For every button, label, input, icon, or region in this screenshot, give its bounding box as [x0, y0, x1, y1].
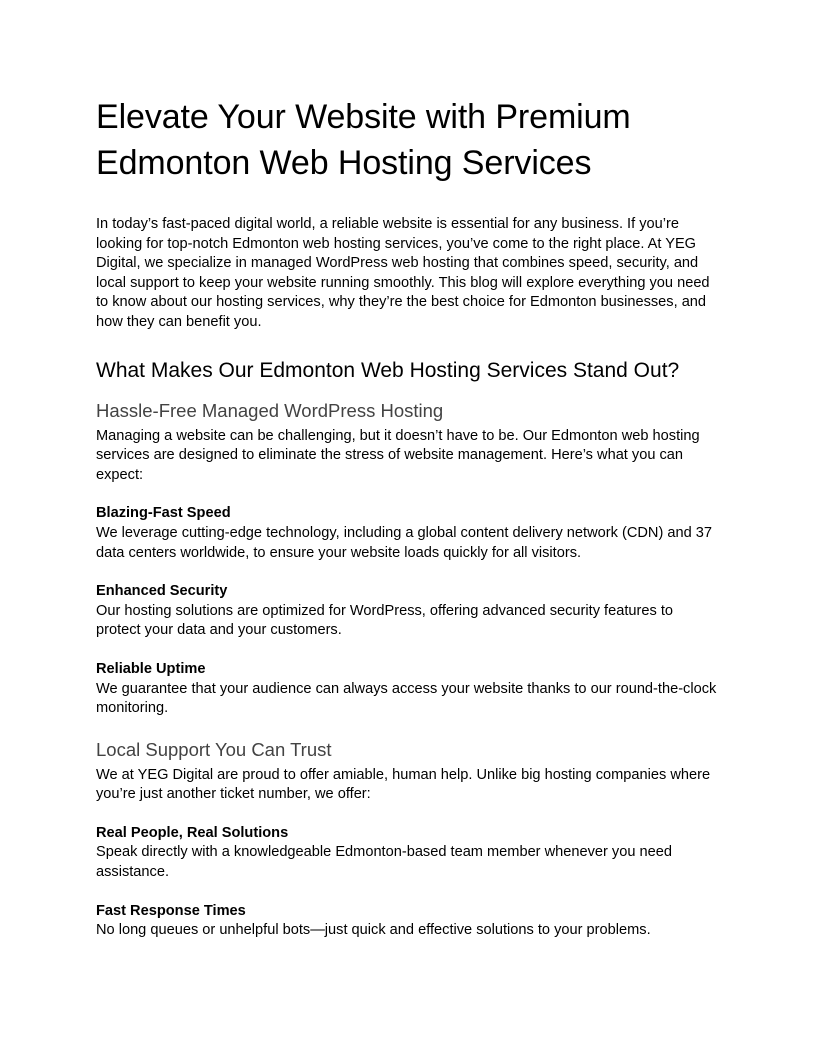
feature-real-people	[96, 824, 720, 883]
feature-text: No long queues or unhelpful bots—just quick and effective solutions to your problems.	[96, 922, 651, 939]
subsection-heading-local-support: Local Support You Can Trust	[96, 738, 332, 760]
feature-title: Enhanced Security	[96, 583, 228, 600]
feature-text: We leverage cutting-edge technology, including a global content delivery network (CDN) and 37 data centers worldwide, to ensure your website loads quickly for all visitors.	[96, 524, 712, 561]
feature-text: Our hosting solutions are optimized for WordPress, offering advanced security features to protect your data and your customers.	[96, 602, 674, 639]
managed-hosting-intro: Managing a website can be challenging, but it doesn’t have to be. Our Edmonton web hosting services are designed to eliminate the stress of website management. Here’s what you can expect:	[96, 427, 700, 483]
document-title: Elevate Your Website with Premium Edmonton Web Hosting Services	[96, 98, 631, 182]
section-heading: What Makes Our Edmonton Web Hosting Services Stand Out?	[96, 358, 680, 382]
feature-title: Reliable Uptime	[96, 660, 206, 677]
feature-text: We guarantee that your audience can always access your website thanks to our round-the-clock monitoring.	[96, 680, 717, 717]
feature-title: Fast Response Times	[96, 902, 246, 919]
feature-fast-response	[96, 902, 720, 941]
subsection-heading-managed-hosting: Hassle-Free Managed WordPress Hosting	[96, 399, 444, 421]
feature-text: Speak directly with a knowledgeable Edmonton-based team member whenever you need assistance.	[96, 844, 672, 881]
feature-title: Real People, Real Solutions	[96, 824, 289, 841]
intro-paragraph: In today’s fast-paced digital world, a reliable website is essential for any business. If you’re looking for top-notch Edmonton web hosting services, you’ve come to the right place. At YEG Digital, we specialize in managed WordPress web hosting that combines speed, security, and local support to keep your website running smoothly. This blog will explore everything you need to know about our hosting services, why they’re the best choice for Edmonton businesses, and how they can benefit you.	[96, 216, 710, 330]
feature-title: Blazing-Fast Speed	[96, 505, 231, 522]
local-support-intro: We at YEG Digital are proud to offer amiable, human help. Unlike big hosting companies where you’re just another ticket number, we offer:	[96, 766, 711, 803]
feature-reliable-uptime	[96, 660, 720, 719]
feature-blazing-fast-speed	[96, 504, 720, 563]
feature-enhanced-security	[96, 582, 720, 641]
